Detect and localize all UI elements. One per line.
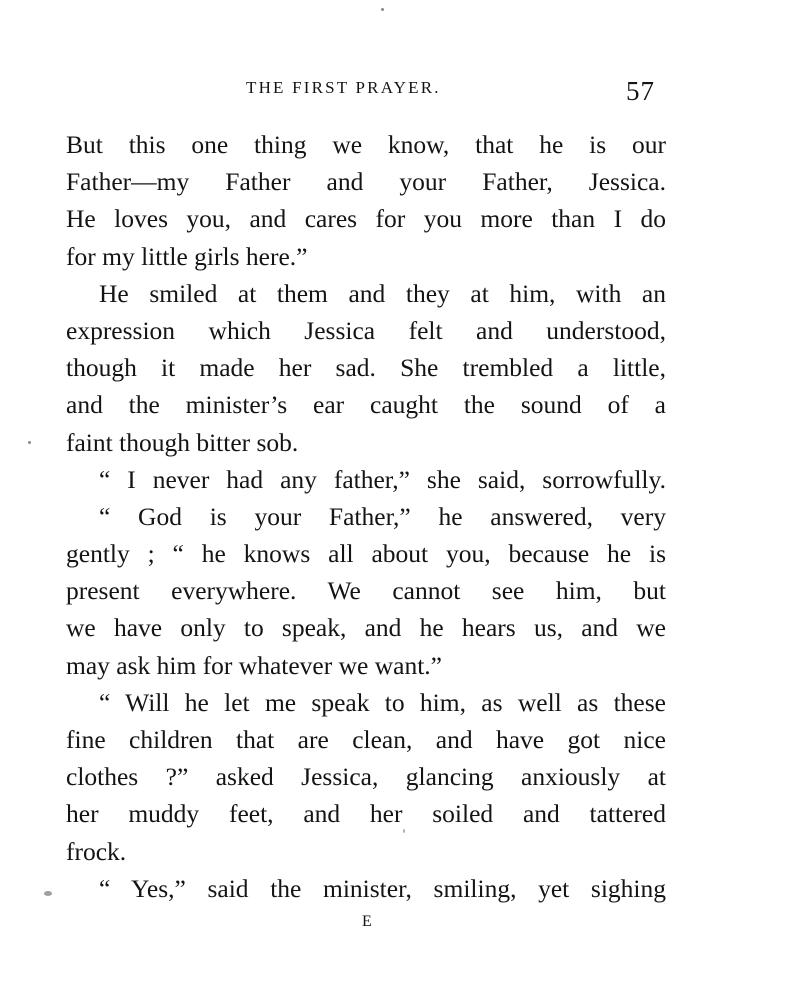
- paragraph-first-line: “ Yes,” said the minister, smiling, yet sighing: [99, 873, 666, 903]
- text-line: But this one thing we know, that he is our: [66, 130, 666, 159]
- signature-mark: E: [362, 913, 373, 930]
- text-line: clothes ?” asked Jessica, glancing anxiously at: [66, 762, 666, 792]
- ink-speck: [381, 8, 384, 11]
- text-line: faint though bitter sob.: [66, 427, 299, 457]
- text-line: though it made her sad. She trembled a little,: [66, 353, 666, 383]
- text-line: fine children that are clean, and have got nice: [66, 725, 666, 754]
- text-line: He loves you, and cares for you more than I do: [66, 204, 666, 234]
- text-line: her muddy feet, and her soiled and tattered: [66, 799, 666, 829]
- text-line: present everywhere. We cannot see him, but: [66, 576, 666, 606]
- text-line: and the minister’s ear caught the sound of a: [66, 390, 666, 420]
- ink-speck: [403, 829, 405, 833]
- paragraph-first-line: “ God is your Father,” he answered, very: [99, 501, 666, 531]
- paragraph-first-line: “ I never had any father,” she said, sorrowfully.: [99, 464, 666, 494]
- text-line: expression which Jessica felt and understood,: [66, 315, 666, 345]
- text-line: we have only to speak, and he hears us, and we: [66, 613, 666, 643]
- text-line: gently ; “ he knows all about you, because he is: [66, 539, 666, 569]
- page-number: 57: [626, 76, 655, 106]
- text-line: frock.: [66, 836, 127, 866]
- running-title: THE FIRST PRAYER.: [246, 78, 441, 97]
- text-line: Father—my Father and your Father, Jessica.: [66, 167, 666, 197]
- text-line: for my little girls here.”: [66, 241, 308, 271]
- ink-speck: [44, 891, 52, 896]
- paragraph-first-line: “ Will he let me speak to him, as well as these: [99, 687, 666, 717]
- body-text: [66, 126, 666, 907]
- paragraph-first-line: He smiled at them and they at him, with an: [99, 278, 666, 308]
- ink-speck: [28, 441, 31, 444]
- text-line: may ask him for whatever we want.”: [66, 650, 442, 680]
